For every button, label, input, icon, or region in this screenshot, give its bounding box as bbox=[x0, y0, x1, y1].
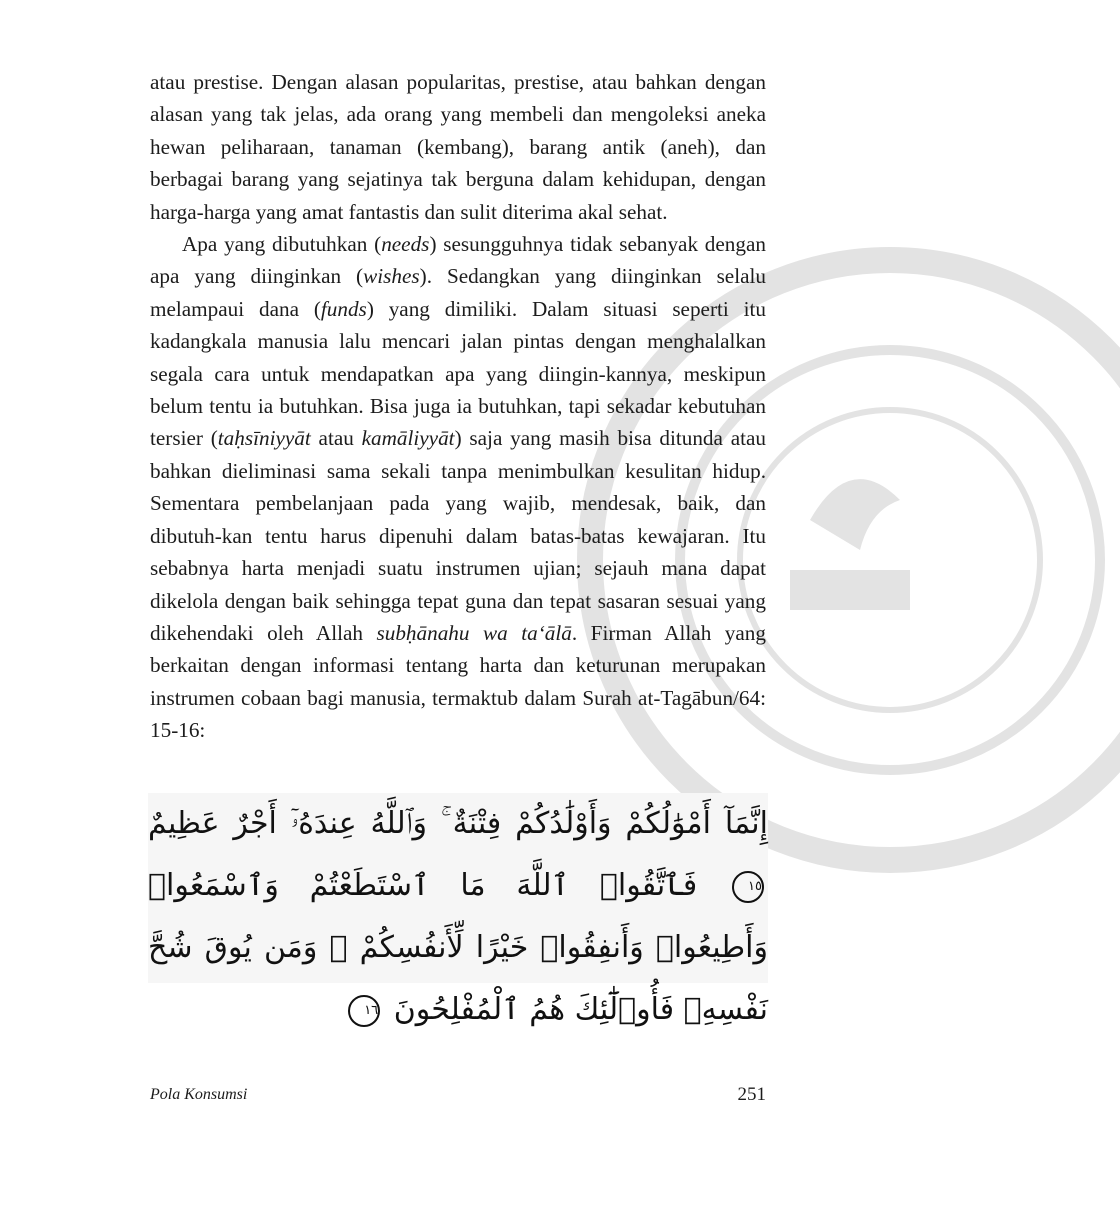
verse-end-marker-15: ١٥ bbox=[732, 871, 764, 903]
p2-text-2: ) sesungguhnya tidak sebanyak dengan apa yang diinginkan ( bbox=[150, 232, 766, 289]
p2-text-1: Apa yang dibutuhkan ( bbox=[182, 232, 382, 257]
term-wishes: wishes bbox=[363, 264, 420, 289]
page-content bbox=[150, 66, 766, 747]
term-kamaliyyat: kamāliyyāt bbox=[361, 426, 455, 451]
page-number: 251 bbox=[737, 1084, 766, 1105]
verse-16-text: فَٱتَّقُوا۟ ٱللَّهَ مَا ٱسْتَطَعْتُمْ وَٱسْمَعُوا۟ وَأَطِيعُوا۟ وَأَنفِقُوا۟ خَيْرًا لِّأَنفُسِكُمْ ۗ وَمَن يُوقَ شُحَّ نَفْسِهِۦ فَأُو۟لَٰٓئِكَ هُمُ ٱلْمُفْلِحُونَ bbox=[148, 868, 768, 1027]
verse-15-text: إِنَّمَآ أَمْوَٰلُكُمْ وَأَوْلَٰدُكُمْ فِتْنَةٌ ۚ وَٱللَّهُ عِندَهُۥٓ أَجْرٌ عَظِيمٌ bbox=[148, 806, 768, 841]
quran-verse-block bbox=[148, 793, 768, 1027]
term-needs: needs bbox=[381, 232, 430, 257]
term-subhanahu: subḥānahu wa ta‘ālā bbox=[376, 620, 572, 645]
paragraph-2 bbox=[150, 228, 766, 747]
p2-text-4: ) yang dimiliki. Dalam situasi seperti itu kadangkala manusia lalu mencari jalan pintas dengan menghalalkan segala cara untuk mendapatkan apa yang diingin-kannya, meskipun belum tentu ia butuhkan. Bisa juga ia butuhkan, tapi sekadar kebutuhan tersier ( bbox=[150, 296, 767, 451]
term-tahsiniyyat: taḥsīniyyāt bbox=[217, 426, 311, 451]
p2-text-6: ) saja yang masih bisa ditunda atau bahkan dieliminasi sama sekali tanpa menimbulkan kesulitan hidup. Sementara pembelanjaan pada yang wajib, mendesak, baik, dan dibutuh-kan tentu harus dipenuhi dalam batas-batas kewajaran. Itu sebabnya harta menjadi suatu instrumen ujian; sejauh mana dapat dikelola dengan baik sehingga tepat guna dan tepat sasaran sesuai yang dikehendaki oleh Allah bbox=[150, 426, 766, 645]
verse-end-marker-16: ١٦ bbox=[348, 995, 380, 1027]
running-footer-title: Pola Konsumsi bbox=[150, 1086, 248, 1103]
paragraph-1: atau prestise. Dengan alasan popularitas, prestise, atau bahkan dengan alasan yang tak jelas, ada orang yang membeli dan mengoleksi aneka hewan peliharaan, tanaman (kembang), barang antik (aneh), dan berbagai barang yang sejatinya tak berguna dalam kehidupan, dengan harga-harga yang amat fantastis dan sulit diterima akal sehat. bbox=[150, 70, 766, 224]
p2-text-5: atau bbox=[310, 426, 362, 451]
term-funds: funds bbox=[320, 296, 367, 321]
p2-text-3: ). Sedangkan yang diinginkan selalu melampaui dana ( bbox=[150, 264, 766, 321]
p2-text-7: . Firman Allah yang berkaitan dengan informasi tentang harta dan keturunan merupakan instrumen cobaan bagi manusia, termaktub dalam Surah at-Tagābun/64: 15-16: bbox=[150, 620, 766, 743]
